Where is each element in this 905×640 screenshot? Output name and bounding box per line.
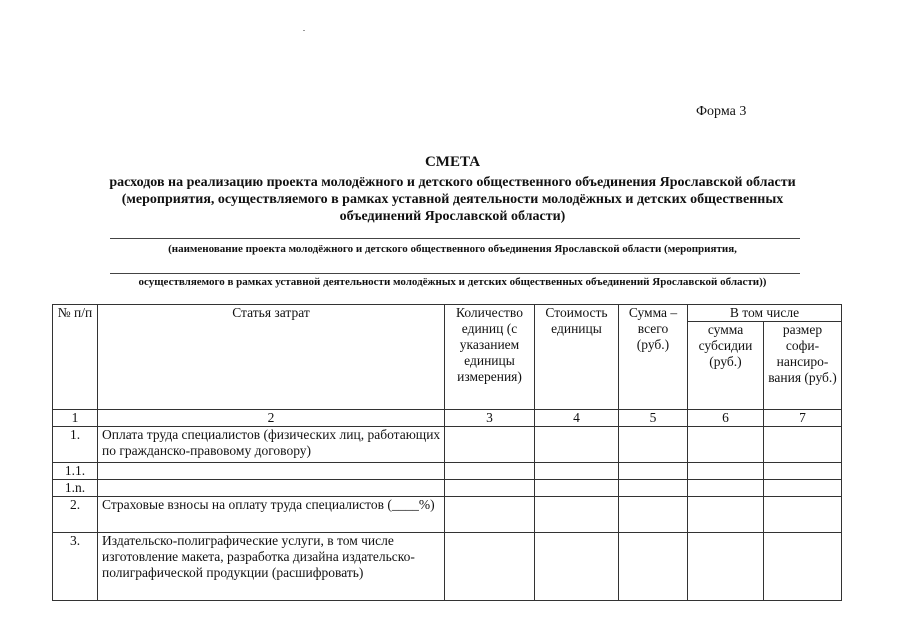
row-item: Оплата труда специалистов (физических лиц, работающих по гражданско-правовому договору) — [98, 427, 445, 463]
column-number: 2 — [98, 410, 445, 427]
column-number: 3 — [445, 410, 535, 427]
column-number: 1 — [53, 410, 98, 427]
row-num: 1.1. — [53, 463, 98, 480]
cell-cofinancing — [764, 463, 842, 480]
project-name-blank-line — [110, 238, 800, 239]
table-row — [53, 427, 842, 463]
column-number: 5 — [619, 410, 688, 427]
cell-cofinancing — [764, 497, 842, 533]
row-num: 2. — [53, 497, 98, 533]
table-row — [53, 480, 842, 497]
header-num: № п/п — [53, 305, 98, 410]
column-number: 6 — [688, 410, 764, 427]
cell-sum — [619, 533, 688, 601]
cell-sum — [619, 480, 688, 497]
cell-cost — [535, 463, 619, 480]
form-number: Форма 3 — [696, 104, 747, 119]
cell-subsidy — [688, 427, 764, 463]
table-row — [53, 533, 842, 601]
header-item: Статья затрат — [98, 305, 445, 410]
row-num: 3. — [53, 533, 98, 601]
project-name-blank-line — [110, 273, 800, 274]
cell-cost — [535, 427, 619, 463]
cell-cost — [535, 533, 619, 601]
cell-qty — [445, 463, 535, 480]
row-item: Издательско-полиграфические услуги, в том числе изготовление макета, разработка дизайна издательско-полиграфической продукции (расшифровать) — [98, 533, 445, 601]
cell-qty — [445, 533, 535, 601]
cell-qty — [445, 497, 535, 533]
header-sum: Сумма – всего (руб.) — [619, 305, 688, 410]
scan-speck — [303, 30, 305, 31]
cell-cost — [535, 480, 619, 497]
table-row — [53, 497, 842, 533]
row-num: 1. — [53, 427, 98, 463]
header-qty: Количество единиц (с указанием единицы измерения) — [445, 305, 535, 410]
header-including: В том числе — [688, 305, 842, 322]
cell-subsidy — [688, 497, 764, 533]
table-row — [53, 463, 842, 480]
cell-cofinancing — [764, 480, 842, 497]
column-number: 7 — [764, 410, 842, 427]
row-item — [98, 463, 445, 480]
document-subtitle — [0, 174, 905, 225]
cell-subsidy — [688, 463, 764, 480]
subtitle-line: (мероприятия, осуществляемого в рамках уставной деятельности молодёжных и детских общественных — [121, 192, 784, 207]
cell-sum — [619, 497, 688, 533]
project-name-caption: (наименование проекта молодёжного и детского общественного объединения Ярославской области (мероприятия, — [168, 243, 737, 255]
cell-sum — [619, 427, 688, 463]
cell-cost — [535, 497, 619, 533]
cell-cofinancing — [764, 427, 842, 463]
project-name-caption: осуществляемого в рамках уставной деятельности молодёжных и детских общественных объединений Ярославской области)) — [138, 276, 767, 288]
cell-subsidy — [688, 533, 764, 601]
column-number: 4 — [535, 410, 619, 427]
cell-subsidy — [688, 480, 764, 497]
cell-sum — [619, 463, 688, 480]
cell-qty — [445, 480, 535, 497]
row-num: 1.n. — [53, 480, 98, 497]
subtitle-line: расходов на реализацию проекта молодёжного и детского общественного объединения Ярославской области — [109, 175, 796, 190]
estimate-table — [52, 304, 842, 601]
header-cofinancing: размер софи-нансиро-вания (руб.) — [764, 322, 842, 410]
header-subsidy: сумма субсидии (руб.) — [688, 322, 764, 410]
subtitle-line: объединений Ярославской области) — [339, 209, 566, 224]
row-item: Страховые взносы на оплату труда специалистов (____%) — [98, 497, 445, 533]
cell-qty — [445, 427, 535, 463]
document-title: СМЕТА — [424, 154, 481, 170]
cell-cofinancing — [764, 533, 842, 601]
row-item — [98, 480, 445, 497]
header-cost: Стоимость единицы — [535, 305, 619, 410]
